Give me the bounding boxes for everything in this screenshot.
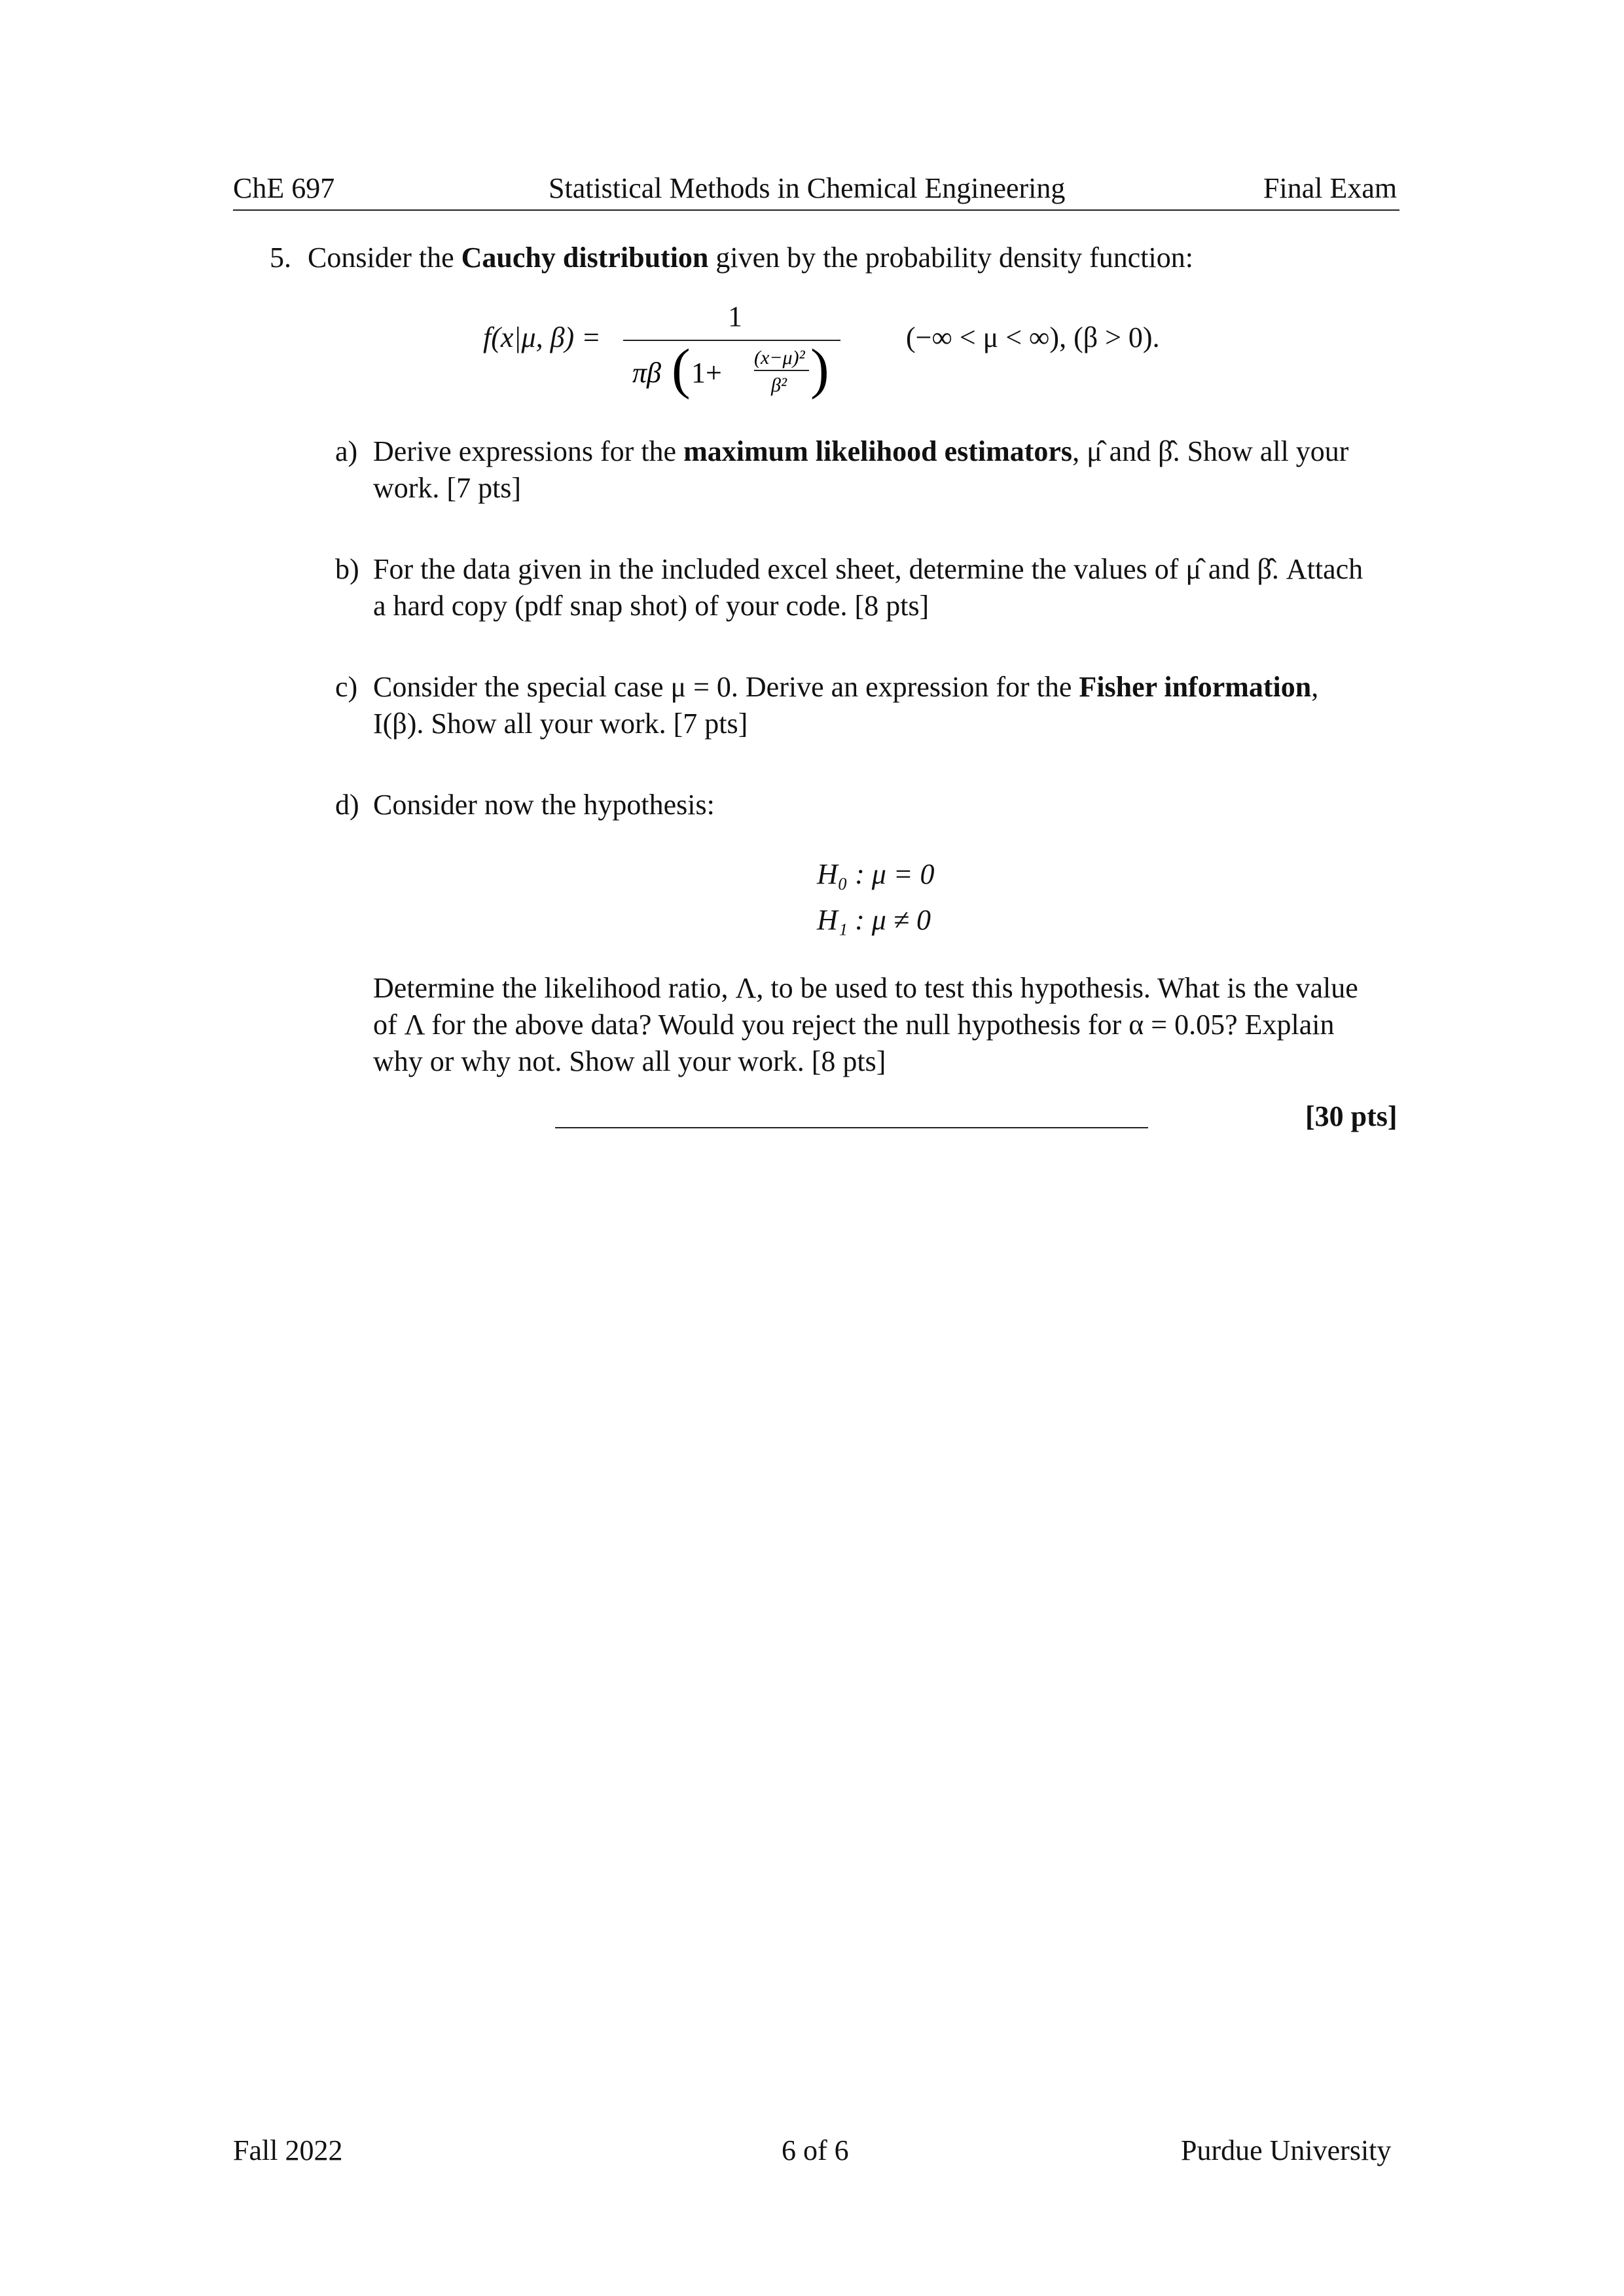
hypothesis-h1: H₁ : μ ≠ 0 (817, 904, 931, 936)
total-points: [30 pts] (1305, 1100, 1398, 1132)
footer-institution: Purdue University (1181, 2134, 1392, 2166)
problem-intro (308, 241, 1193, 274)
part-a-line2: work. [7 pts] (373, 472, 522, 504)
svg-text:β²: β² (771, 374, 787, 396)
part-a-bold: maximum likelihood estimators (683, 435, 1073, 467)
problem-number: 5. (270, 242, 291, 274)
footer-page: 6 of 6 (782, 2134, 849, 2166)
pdf-numerator: 1 (728, 300, 742, 332)
footer-term: Fall 2022 (233, 2134, 343, 2166)
part-c-line2: I(β). Show all your work. [7 pts] (373, 708, 748, 740)
svg-text:(x−μ)²: (x−μ)² (754, 347, 805, 368)
part-a-line1 (373, 435, 1348, 468)
part-c-pre: Consider the special case μ = 0. Derive an expression for the (373, 671, 1072, 703)
part-d-line3: why or why not. Show all your work. [8 pts] (373, 1045, 886, 1077)
problem-intro-before: Consider the (308, 242, 454, 274)
part-d-intro: Consider now the hypothesis: (373, 789, 715, 821)
pdf-conditions: (−∞ < μ < ∞), (β > 0). (906, 321, 1160, 353)
part-b-line2: a hard copy (pdf snap shot) of your code. [8 pts] (373, 590, 929, 622)
svg-text:): ) (810, 346, 829, 400)
part-a-pre: Derive expressions for the (373, 435, 677, 467)
svg-text:1+: 1+ (691, 357, 722, 389)
pdf-lhs-text: f(x|μ, β) = (483, 321, 601, 353)
problem-intro-bold: Cauchy distribution (461, 242, 709, 274)
header-title: Statistical Methods in Chemical Engineering (549, 172, 1066, 204)
part-a-label: a) (335, 435, 358, 467)
pdf-denominator-render (632, 346, 848, 402)
part-c-line1 (373, 670, 1318, 704)
part-c-bold: Fisher information (1079, 671, 1312, 703)
closing-rule (555, 1127, 1148, 1128)
header-exam: Final Exam (1263, 172, 1398, 204)
part-b-label: b) (335, 553, 359, 585)
part-d-line2: of Λ for the above data? Would you reject the null hypothesis for α = 0.05? Explain (373, 1009, 1335, 1041)
header-course: ChE 697 (233, 172, 335, 204)
fraction-bar (623, 340, 840, 341)
part-b-line1: For the data given in the included excel sheet, determine the values of μ̂ and β̂. Attach (373, 553, 1363, 585)
part-d-label: d) (335, 789, 359, 821)
hypothesis-h0: H₀ : μ = 0 (817, 858, 935, 890)
part-c-label: c) (335, 671, 358, 703)
problem-intro-after: given by the probability density function: (715, 242, 1193, 274)
pdf-denominator (632, 346, 842, 398)
pdf-lhs (483, 321, 601, 354)
header-rule (233, 209, 1399, 211)
svg-text:(: ( (672, 346, 691, 400)
part-a-post: , μ̂ and β̂. Show all your (1072, 435, 1349, 467)
svg-text:πβ: πβ (632, 357, 661, 389)
part-c-post: , (1311, 671, 1319, 703)
part-d-line1: Determine the likelihood ratio, Λ, to be used to test this hypothesis. What is the value (373, 972, 1358, 1004)
